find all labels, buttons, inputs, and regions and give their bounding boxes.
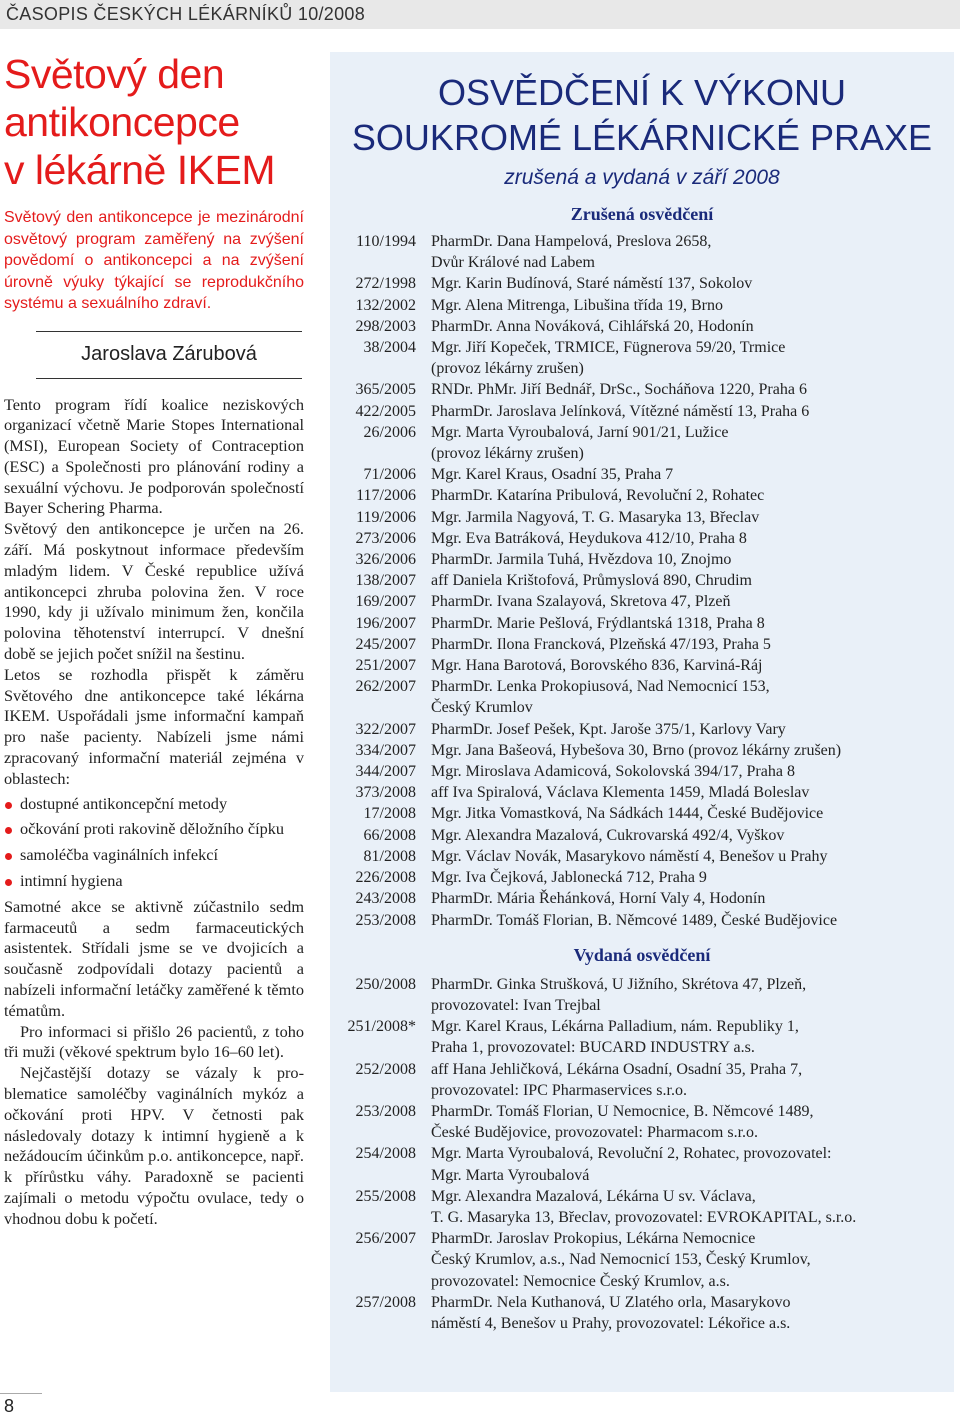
topic-text: samoléčba vaginálních infekcí (20, 845, 219, 865)
certificate-holder (431, 613, 951, 634)
certificate-holder (431, 761, 951, 782)
topic-list-item (4, 871, 304, 892)
certificate-number: 334/2007 (355, 741, 416, 759)
certificate-holder (431, 1101, 951, 1143)
certificate-number: 81/2008 (363, 847, 416, 865)
certificate-row (330, 401, 954, 422)
certificate-line: aff Daniela Krištofová, Průmyslová 890, Chrudim (431, 572, 752, 590)
certificate-number: 245/2007 (355, 635, 416, 653)
certificate-holder (431, 655, 951, 676)
certificate-row (330, 485, 954, 506)
cancelled-list (330, 231, 954, 931)
article-paragraph: Světový den antikoncepce je určen na 26. září. Má poskytnout informace především mladým lidem. V České republice užívá antikoncepci zhruba polovina žen. V roce 1990, kdy ji užívalo minimum žen, končila polovina těhotenství interrupcí. V dnešní době se jejich počet snížil na šestinu. (4, 519, 304, 664)
certificate-number: 262/2007 (355, 678, 416, 696)
certificate-holder (431, 231, 951, 273)
certificate-holder (431, 825, 951, 846)
certificate-line: PharmDr. Marie Pešlová, Frýdlantská 1318, Praha 8 (431, 614, 765, 632)
article-title-line: Světový den (4, 51, 225, 97)
certificate-line: aff Hana Jehličková, Lékárna Osadní, Osadní 35, Praha 7, (431, 1060, 803, 1078)
certificate-row (330, 613, 954, 634)
certificate-number: 253/2008 (355, 911, 416, 929)
certificate-number: 272/1998 (355, 275, 416, 293)
topic-list (4, 794, 304, 892)
certificate-number: 250/2008 (355, 975, 416, 993)
certificate-line: PharmDr. Ginka Strušková, U Jižního, Skrétova 47, Plzeň, (431, 975, 807, 993)
certificate-line: Mgr. Karel Kraus, Osadní 35, Praha 7 (431, 466, 674, 484)
certificate-line: Mgr. Václav Novák, Masarykovo náměstí 4, Benešov u Prahy (431, 847, 828, 865)
certificate-number: 253/2008 (355, 1102, 416, 1120)
certificate-row (330, 655, 954, 676)
certificate-row (330, 570, 954, 591)
certificate-number: 252/2008 (355, 1060, 416, 1078)
certificate-holder (431, 1059, 951, 1101)
certificate-line: Mgr. Jana Bašeová, Hybešova 30, Brno (provoz lékárny zrušen) (431, 741, 842, 759)
certificate-line: PharmDr. Josef Pešek, Kpt. Jaroše 375/1, Karlovy Vary (431, 720, 786, 738)
certificate-row (330, 422, 954, 464)
certificate-number: 66/2008 (363, 826, 416, 844)
certificate-number: 138/2007 (355, 572, 416, 590)
certificate-holder (431, 316, 951, 337)
certificate-number: 132/2002 (355, 296, 416, 314)
panel-title (330, 70, 954, 160)
certificate-row (330, 846, 954, 867)
author-box (36, 331, 302, 379)
topic-list-item (4, 794, 304, 815)
certificate-holder (431, 422, 951, 464)
certificate-row (330, 1228, 954, 1292)
certificate-row (330, 867, 954, 888)
certificates-panel (330, 52, 954, 1392)
certificate-line: (provoz lékárny zrušen) (431, 360, 584, 378)
certificate-line: PharmDr. Ivana Szalayová, Skretova 47, Plzeň (431, 593, 731, 611)
issued-list (330, 974, 954, 1334)
certificate-line: T. G. Masaryka 13, Břeclav, provozovatel: EVROKAPITAL, s.r.o. (431, 1208, 857, 1226)
certificate-line: PharmDr. Jaroslava Jelínková, Vítězné náměstí 13, Praha 6 (431, 402, 810, 420)
section-title-issued: Vydaná osvědčení (573, 944, 711, 965)
article-paragraph: Pro informaci si přišlo 26 pacientů, z toho tři muži (věkové spektrum bylo 16–60 let). (4, 1021, 304, 1062)
certificate-line: Český Krumlov, a.s., Nad Nemocnicí 153, Český Krumlov, (431, 1251, 811, 1269)
certificate-row (330, 316, 954, 337)
article-author: Jaroslava Zárubová (81, 343, 257, 365)
panel-title-line: OSVĚDČENÍ K VÝKONU (437, 72, 847, 113)
certificate-number: 326/2006 (355, 551, 416, 569)
certificate-holder (431, 485, 951, 506)
certificate-number: 119/2006 (356, 508, 416, 526)
certificate-row (330, 1143, 954, 1185)
certificate-row (330, 231, 954, 273)
certificate-line: RNDr. PhMr. Jiří Bednář, DrSc., Socháňova 1220, Praha 6 (431, 381, 807, 399)
certificate-line: Mgr. Karin Budínová, Staré náměstí 137, Sokolov (431, 275, 753, 293)
certificate-row (330, 782, 954, 803)
certificate-row (330, 528, 954, 549)
article-title (4, 50, 304, 194)
certificate-holder (431, 1228, 951, 1292)
article-lead: Světový den antikoncepce je mezinárodní osvětový program zaměřený na zvýšení povědomí o antikoncepci a na zvýšení úrovně výuky týkající se reprodukčního systému a sexuálního zdraví. (4, 209, 304, 312)
certificate-holder (431, 1143, 951, 1185)
certificate-row (330, 803, 954, 824)
certificate-number: 365/2005 (355, 381, 416, 399)
article-column (4, 50, 304, 1230)
certificate-holder (431, 676, 951, 718)
certificate-number: 169/2007 (355, 593, 416, 611)
certificate-line: České Budějovice, provozovatel: Pharmacom s.r.o. (431, 1124, 759, 1142)
certificate-holder (431, 740, 951, 761)
certificate-row (330, 974, 954, 1016)
topic-list-item (4, 819, 304, 840)
certificate-number: 71/2006 (363, 466, 416, 484)
certificate-line: provozovatel: Nemocnice Český Krumlov, a.s. (431, 1272, 730, 1290)
certificate-holder (431, 1186, 951, 1228)
certificate-row (330, 379, 954, 400)
article-body (4, 395, 304, 1230)
certificate-holder (431, 401, 951, 422)
topic-text: intimní hygiena (20, 871, 123, 891)
certificate-line: Mgr. Marta Vyroubalová, Revoluční 2, Rohatec, provozovatel: (431, 1145, 832, 1163)
certificate-row (330, 1016, 954, 1058)
certificate-row (330, 295, 954, 316)
journal-header-text: ČASOPIS ČESKÝCH LÉKÁRNÍKŮ 10/2008 (6, 4, 366, 24)
certificate-number: 373/2008 (355, 784, 416, 802)
certificate-line: aff Iva Spiralová, Václava Klementa 1459, Mladá Boleslav (431, 784, 810, 802)
certificate-number: 255/2008 (355, 1187, 416, 1205)
certificate-number: 344/2007 (355, 763, 416, 781)
certificate-row (330, 1101, 954, 1143)
certificate-holder (431, 974, 951, 1016)
section-title-cancelled: Zrušená osvědčení (570, 204, 714, 224)
certificate-line: provozovatel: Ivan Trejbal (431, 996, 601, 1014)
certificate-holder (431, 719, 951, 740)
certificate-number: 26/2006 (363, 423, 416, 441)
certificate-line: Mgr. Jarmila Nagyová, T. G. Masaryka 13, Břeclav (431, 508, 760, 526)
certificate-line: provozovatel: IPC Pharmaservices s.r.o. (431, 1081, 687, 1099)
certificate-number: 117/2006 (356, 487, 416, 505)
panel-subtitle: zrušená a vydaná v září 2008 (504, 166, 780, 189)
bullet-icon (5, 802, 12, 809)
certificate-holder (431, 910, 951, 931)
certificate-row (330, 910, 954, 931)
panel-title-line: SOUKROMÉ LÉKÁRNICKÉ PRAXE (351, 117, 933, 158)
topic-list-item (4, 845, 304, 866)
certificate-line: Český Krumlov (431, 699, 533, 717)
certificate-line: Dvůr Králové nad Labem (431, 254, 595, 272)
certificate-number: 422/2005 (355, 402, 416, 420)
certificate-row (330, 273, 954, 294)
certificate-number: 298/2003 (355, 317, 416, 335)
certificate-line: PharmDr. Jaroslav Prokopius, Lékárna Nemocnice (431, 1230, 756, 1248)
certificate-line: PharmDr. Lenka Prokopiusová, Nad Nemocnicí 153, (431, 678, 770, 696)
certificate-row (330, 464, 954, 485)
certificate-line: Mgr. Hana Barotová, Borovského 836, Karviná-Ráj (431, 657, 763, 675)
certificate-line: (provoz lékárny zrušen) (431, 445, 584, 463)
topic-text: dostupné antikoncepční metody (20, 793, 228, 813)
certificate-holder (431, 634, 951, 655)
article-paragraph: Letos se rozhodla přispět k záměru Světového dne antikoncepce také lékárna IKEM. Uspořádali jsme informační kampaň pro naše pacienty. Nabízeli jsme námi zpracovaný informační materiál zejména v oblastech: (4, 664, 304, 788)
certificate-row (330, 761, 954, 782)
certificate-number: 110/1994 (356, 233, 416, 250)
certificate-row (330, 1186, 954, 1228)
certificate-line: Mgr. Marta Vyroubalová, Jarní 901/21, Lužice (431, 423, 729, 441)
article-paragraph: Tento program řídí koalice neziskových organizací včetně Marie Stopes International (MSI), European Society of Contraception (ESC) a Společnosti pro plánování rodiny a sexuální výchovu. Je podporován společností Bayer Schering Pharma. (4, 394, 304, 518)
certificate-line: PharmDr. Jarmila Tuhá, Hvězdova 10, Znojmo (431, 551, 732, 569)
certificate-holder (431, 782, 951, 803)
certificate-line: Mgr. Karel Kraus, Lékárna Palladium, nám. Republiky 1, (431, 1018, 799, 1036)
certificate-line: PharmDr. Katarína Pribulová, Revoluční 2, Rohatec (431, 487, 765, 505)
certificate-row (330, 676, 954, 718)
certificate-holder (431, 464, 951, 485)
certificate-row (330, 825, 954, 846)
certificate-holder (431, 1016, 951, 1058)
certificate-holder (431, 867, 951, 888)
certificate-holder (431, 337, 951, 379)
certificate-number: 38/2004 (363, 339, 416, 357)
bullet-icon (5, 827, 12, 834)
article-paragraph: Samotné akce se aktivně zúčastnilo sedm farmaceutů a sedm farmaceutických asistentek. Střídali jsme se ve dvojicích a současně zodpovídali dotazy pacientů a nabízeli informační letáčky zaměřené k těmto tématům. (4, 896, 304, 1020)
certificate-number: 196/2007 (355, 614, 416, 632)
certificate-line: PharmDr. Ilona Francková, Plzeňská 47/193, Praha 5 (431, 635, 771, 653)
certificate-number: 273/2006 (355, 529, 416, 547)
certificate-number: 226/2008 (355, 869, 416, 887)
certificate-row (330, 719, 954, 740)
topic-text: očkování proti rakovině děložního čípku (20, 819, 285, 839)
article-title-line: v lékárně IKEM (4, 147, 275, 193)
page-number: 8 (0, 1393, 42, 1417)
certificate-line: Mgr. Marta Vyroubalová (431, 1166, 590, 1184)
certificate-line: Mgr. Alena Mitrenga, Libušina třída 19, Brno (431, 296, 723, 314)
certificate-row (330, 1292, 954, 1334)
certificate-holder (431, 846, 951, 867)
certificate-row (330, 1059, 954, 1101)
certificate-line: Praha 1, provozovatel: BUCARD INDUSTRY a.s. (431, 1039, 755, 1057)
certificate-number: 17/2008 (363, 805, 416, 823)
certificate-line: Mgr. Alexandra Mazalová, Lékárna U sv. Václava, (431, 1187, 756, 1205)
certificate-line: Mgr. Eva Batráková, Heydukova 412/10, Praha 8 (431, 529, 747, 547)
certificate-holder (431, 549, 951, 570)
certificate-line: PharmDr. Tomáš Florian, U Nemocnice, B. Němcové 1489, (431, 1102, 814, 1120)
certificate-line: PharmDr. Anna Nováková, Cihlářská 20, Hodonín (431, 317, 754, 335)
certificate-row (330, 337, 954, 379)
certificate-number: 243/2008 (355, 890, 416, 908)
certificate-holder (431, 507, 951, 528)
certificate-holder (431, 379, 951, 400)
bullet-icon (5, 879, 12, 886)
certificate-row (330, 507, 954, 528)
certificate-line: Mgr. Iva Čejková, Jablonecká 712, Praha 9 (431, 869, 707, 887)
certificate-line: Mgr. Miroslava Adamicová, Sokolovská 394/17, Praha 8 (431, 763, 795, 781)
article-paragraph: Nejčastější dotazy se vázaly k problematice samoléčby vaginálních mykóz a očkování proti HPV. V četnosti pak následovaly dotazy k intimní hygieně a k nežádoucím účinkům p.o. antikoncepce, např. k přírůstku váhy. Paradoxně se pacienti zajímali o metodu výpočtu ovulace, tedy o vhodnou dobu k početí. (4, 1063, 304, 1228)
certificate-line: PharmDr. Tomáš Florian, B. Němcové 1489, České Budějovice (431, 911, 838, 929)
certificate-holder (431, 888, 951, 909)
certificate-number: 256/2007 (355, 1230, 416, 1248)
article-title-line: antikoncepce (4, 99, 240, 145)
certificate-row (330, 740, 954, 761)
certificate-number: 254/2008 (355, 1145, 416, 1163)
certificate-line: Mgr. Alexandra Mazalová, Cukrovarská 492/4, Vyškov (431, 826, 785, 844)
certificate-holder (431, 1292, 951, 1334)
bullet-icon (5, 853, 12, 860)
certificate-number: 251/2008* (347, 1018, 416, 1036)
certificate-holder (431, 295, 951, 316)
certificate-row (330, 634, 954, 655)
certificate-holder (431, 570, 951, 591)
certificate-holder (431, 591, 951, 612)
certificate-line: Mgr. Jitka Vomastková, Na Sádkách 1444, České Budějovice (431, 805, 824, 823)
certificate-row (330, 549, 954, 570)
certificate-line: PharmDr. Nela Kuthanová, U Zlatého orla, Masarykovo (431, 1293, 791, 1311)
certificate-number: 251/2007 (355, 657, 416, 675)
certificate-holder (431, 273, 951, 294)
certificate-number: 257/2008 (355, 1293, 416, 1311)
certificate-holder (431, 528, 951, 549)
certificate-row (330, 888, 954, 909)
certificate-line: PharmDr. Dana Hampelová, Preslova 2658, (431, 233, 712, 250)
certificate-holder (431, 803, 951, 824)
certificate-line: náměstí 4, Benešov u Prahy, provozovatel: Lékořice a.s. (431, 1314, 791, 1332)
certificate-number: 322/2007 (355, 720, 416, 738)
certificate-line: PharmDr. Mária Řehánková, Horní Valy 4, Hodonín (431, 890, 766, 908)
journal-header (0, 0, 960, 29)
certificate-line: Mgr. Jiří Kopeček, TRMICE, Fügnerova 59/20, Trmice (431, 339, 786, 357)
certificate-row (330, 591, 954, 612)
